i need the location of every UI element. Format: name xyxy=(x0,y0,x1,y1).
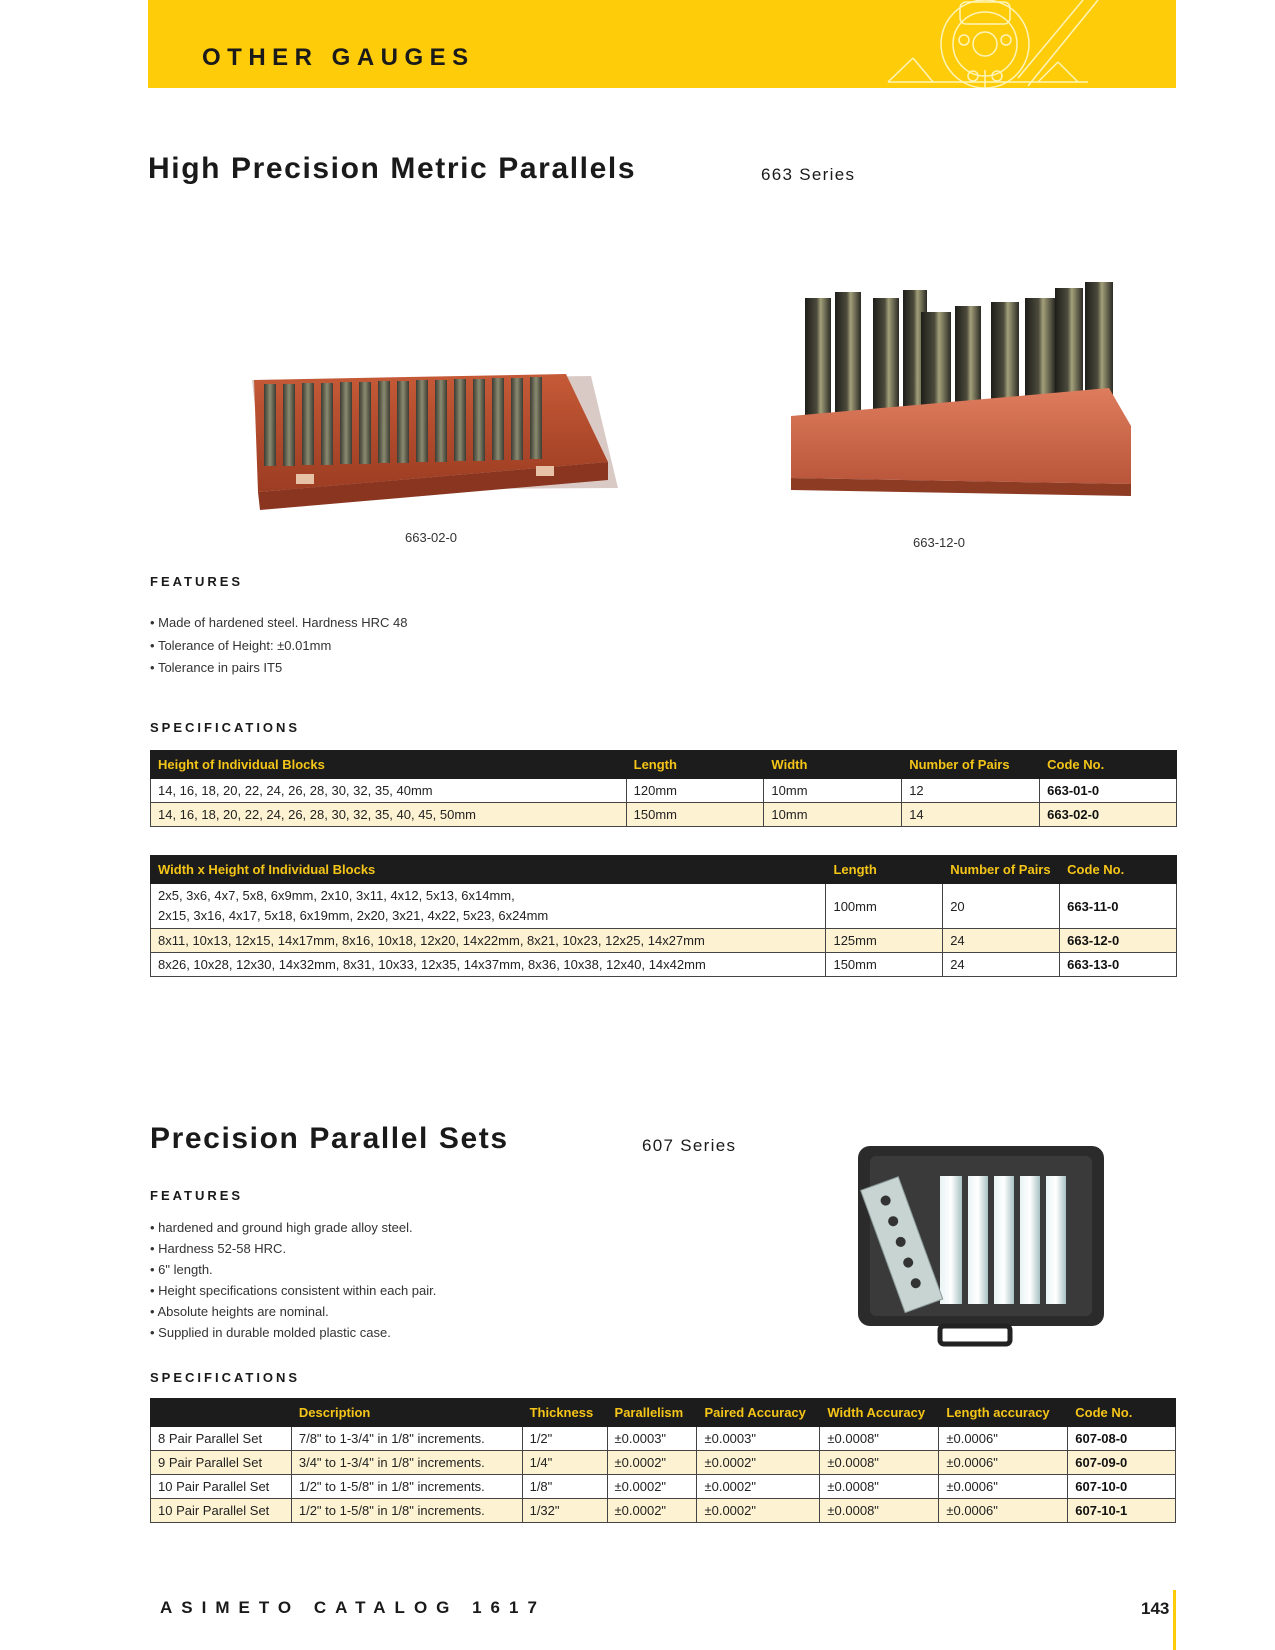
column-header: Height of Individual Blocks xyxy=(151,751,627,779)
table-cell: ±0.0006" xyxy=(939,1475,1068,1499)
table-cell: 1/2" to 1-5/8" in 1/8" increments. xyxy=(291,1499,522,1523)
table-row xyxy=(151,929,1177,953)
column-header: Code No. xyxy=(1060,856,1177,884)
table-cell: 3/4" to 1-3/4" in 1/8" increments. xyxy=(291,1451,522,1475)
table-cell: ±0.0002" xyxy=(607,1499,697,1523)
parallel-set-case-image xyxy=(840,1140,1120,1350)
image-caption-663-12-0: 663-12-0 xyxy=(913,535,966,550)
table-cell: 150mm xyxy=(626,803,764,827)
table-cell: ±0.0003" xyxy=(607,1427,697,1451)
metric-features-list xyxy=(150,612,407,680)
column-header: Code No. xyxy=(1068,1399,1176,1427)
parallel-sets-spec-table xyxy=(150,1398,1176,1523)
table-cell: 8x26, 10x28, 12x30, 14x32mm, 8x31, 10x33, 12x35, 14x37mm, 8x36, 10x38, 12x40, 14x42mm xyxy=(151,953,826,977)
column-header: Number of Pairs xyxy=(902,751,1040,779)
feature-item: • Absolute heights are nominal. xyxy=(150,1301,436,1322)
feature-item: • Supplied in durable molded plastic case. xyxy=(150,1322,436,1343)
table-cell: 8x11, 10x13, 12x15, 14x17mm, 8x16, 10x18, 12x20, 14x22mm, 8x21, 10x23, 12x25, 14x27mm xyxy=(151,929,826,953)
table-cell: ±0.0002" xyxy=(697,1499,820,1523)
table-cell: 7/8" to 1-3/4" in 1/8" increments. xyxy=(291,1427,522,1451)
column-header: Width xyxy=(764,751,902,779)
metric-series-label: 663 Series xyxy=(761,165,856,184)
code-number: 663-11-0 xyxy=(1060,884,1177,929)
parallels-stand-image-663-12-0 xyxy=(785,268,1145,518)
table-row xyxy=(151,1475,1176,1499)
code-number: 607-09-0 xyxy=(1068,1451,1176,1475)
catalog-footer: ASIMETO CATALOG 1617 xyxy=(160,1598,546,1617)
column-header: Width Accuracy xyxy=(820,1399,939,1427)
table-cell: 14 xyxy=(902,803,1040,827)
parallel-sets-title: Precision Parallel Sets xyxy=(150,1122,509,1155)
table-cell: ±0.0008" xyxy=(820,1475,939,1499)
table-cell: ±0.0002" xyxy=(697,1451,820,1475)
table-cell: ±0.0006" xyxy=(939,1427,1068,1451)
table-cell: 20 xyxy=(943,884,1060,929)
code-number: 663-13-0 xyxy=(1060,953,1177,977)
table-cell: 9 Pair Parallel Set xyxy=(151,1451,292,1475)
table-cell: 1/2" xyxy=(522,1427,607,1451)
page-number-rule xyxy=(1173,1590,1176,1650)
column-header: Width x Height of Individual Blocks xyxy=(151,856,826,884)
parallel-sets-series-label: 607 Series xyxy=(642,1136,737,1155)
table-cell: ±0.0006" xyxy=(939,1451,1068,1475)
table-row xyxy=(151,884,1177,929)
table-row xyxy=(151,779,1177,803)
page-number: 143 xyxy=(1141,1599,1170,1618)
section-title: OTHER GAUGES xyxy=(202,44,475,71)
parallels-case-image-663-02-0 xyxy=(246,370,626,510)
column-header: Thickness xyxy=(522,1399,607,1427)
feature-item: • Tolerance in pairs IT5 xyxy=(150,657,407,680)
table-header-row xyxy=(151,1399,1176,1427)
table-cell: 12 xyxy=(902,779,1040,803)
table-header-row xyxy=(151,751,1177,779)
cell-line: 2x5, 3x6, 4x7, 5x8, 6x9mm, 2x10, 3x11, 4x12, 5x13, 6x14mm, xyxy=(158,888,515,903)
section-banner xyxy=(148,0,1176,88)
table-cell xyxy=(151,884,826,929)
feature-item: • Made of hardened steel. Hardness HRC 48 xyxy=(150,612,407,635)
table-cell: ±0.0008" xyxy=(820,1427,939,1451)
parallel-sets-features-list xyxy=(150,1217,436,1343)
table-header-row xyxy=(151,856,1177,884)
table-cell: ±0.0008" xyxy=(820,1499,939,1523)
table-cell: 1/4" xyxy=(522,1451,607,1475)
table-cell: 10 Pair Parallel Set xyxy=(151,1475,292,1499)
column-header: Number of Pairs xyxy=(943,856,1060,884)
table-cell: ±0.0006" xyxy=(939,1499,1068,1523)
table-row xyxy=(151,1499,1176,1523)
metric-parallels-title: High Precision Metric Parallels xyxy=(148,152,637,185)
table-row xyxy=(151,803,1177,827)
gauge-line-art-icon xyxy=(738,0,1138,88)
table-row xyxy=(151,1427,1176,1451)
feature-item: • Hardness 52-58 HRC. xyxy=(150,1238,436,1259)
table-cell: 10mm xyxy=(764,803,902,827)
table-cell: 10 Pair Parallel Set xyxy=(151,1499,292,1523)
feature-item: • Height specifications consistent within each pair. xyxy=(150,1280,436,1301)
cell-line: 2x15, 3x16, 4x17, 5x18, 6x19mm, 2x20, 3x21, 4x22, 5x23, 6x24mm xyxy=(158,908,549,923)
table-cell: 14, 16, 18, 20, 22, 24, 26, 28, 30, 32, 35, 40, 45, 50mm xyxy=(151,803,627,827)
column-header: Description xyxy=(291,1399,522,1427)
column-header: Length xyxy=(826,856,943,884)
table-row xyxy=(151,953,1177,977)
image-caption-663-02-0: 663-02-0 xyxy=(405,530,458,545)
metric-features-label: FEATURES xyxy=(150,574,244,589)
table-cell: ±0.0002" xyxy=(607,1475,697,1499)
table-cell: 14, 16, 18, 20, 22, 24, 26, 28, 30, 32, 35, 40mm xyxy=(151,779,627,803)
metric-specs-label: SPECIFICATIONS xyxy=(150,720,301,735)
table-cell: 8 Pair Parallel Set xyxy=(151,1427,292,1451)
column-header: Parallelism xyxy=(607,1399,697,1427)
table-cell: 1/32" xyxy=(522,1499,607,1523)
code-number: 607-08-0 xyxy=(1068,1427,1176,1451)
feature-item: • hardened and ground high grade alloy steel. xyxy=(150,1217,436,1238)
table-cell: 120mm xyxy=(626,779,764,803)
table-row xyxy=(151,1451,1176,1475)
table-cell: 150mm xyxy=(826,953,943,977)
column-header: Length accuracy xyxy=(939,1399,1068,1427)
code-number: 607-10-1 xyxy=(1068,1499,1176,1523)
column-header: Code No. xyxy=(1040,751,1177,779)
column-header: Length xyxy=(626,751,764,779)
metric-spec-table-1 xyxy=(150,750,1177,827)
code-number: 607-10-0 xyxy=(1068,1475,1176,1499)
table-cell: ±0.0008" xyxy=(820,1451,939,1475)
code-number: 663-12-0 xyxy=(1060,929,1177,953)
table-cell: ±0.0002" xyxy=(697,1475,820,1499)
table-cell: 1/8" xyxy=(522,1475,607,1499)
table-cell: 10mm xyxy=(764,779,902,803)
code-number: 663-01-0 xyxy=(1040,779,1177,803)
feature-item: • 6" length. xyxy=(150,1259,436,1280)
feature-item: • Tolerance of Height: ±0.01mm xyxy=(150,635,407,658)
table-cell: 1/2" to 1-5/8" in 1/8" increments. xyxy=(291,1475,522,1499)
table-cell: 100mm xyxy=(826,884,943,929)
column-header xyxy=(151,1399,292,1427)
table-cell: 24 xyxy=(943,953,1060,977)
table-cell: 125mm xyxy=(826,929,943,953)
parallel-sets-specs-label: SPECIFICATIONS xyxy=(150,1370,301,1385)
parallel-sets-features-label: FEATURES xyxy=(150,1188,244,1203)
table-cell: ±0.0003" xyxy=(697,1427,820,1451)
code-number: 663-02-0 xyxy=(1040,803,1177,827)
column-header: Paired Accuracy xyxy=(697,1399,820,1427)
table-cell: 24 xyxy=(943,929,1060,953)
metric-spec-table-2 xyxy=(150,855,1177,977)
table-cell: ±0.0002" xyxy=(607,1451,697,1475)
